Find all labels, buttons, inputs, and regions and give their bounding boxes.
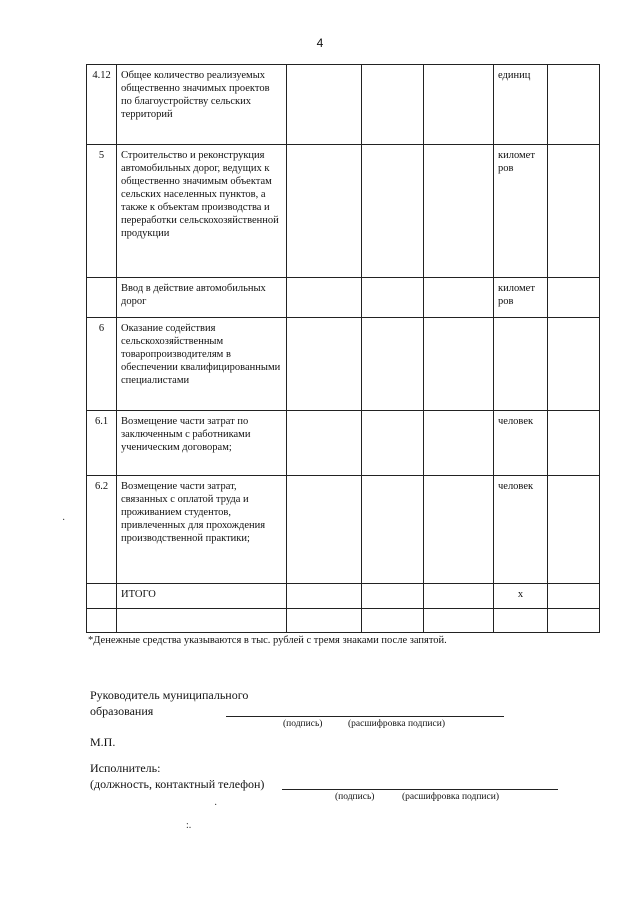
footnote: *Денежные средства указываются в тыс. рублей с тремя знаками после запятой. <box>88 635 447 646</box>
value-cell <box>362 145 424 278</box>
value-cell <box>424 476 494 584</box>
value-cell <box>424 278 494 318</box>
stamp-label: М.П. <box>90 735 116 749</box>
row-name: Общее количество реализуемых общественно значимых проектов по благоустройству сельских территорий <box>117 65 287 145</box>
value-cell <box>287 318 362 411</box>
row-name: Ввод в действие автомобильных дорог <box>117 278 287 318</box>
page-number: 4 <box>316 36 324 50</box>
row-number <box>87 278 117 318</box>
value-cell <box>548 476 600 584</box>
table-row <box>87 609 600 633</box>
row-name: Возмещение части затрат, связанных с оплатой труда и проживанием студентов, привлеченных для прохождения производственной практики; <box>117 476 287 584</box>
value-cell <box>548 318 600 411</box>
value-cell <box>548 584 600 609</box>
value-cell <box>424 411 494 476</box>
value-cell <box>548 145 600 278</box>
scan-speck: :. <box>186 820 192 831</box>
executor-decode-caption: (расшифровка подписи) <box>402 792 499 802</box>
report-table <box>86 64 600 633</box>
row-unit <box>494 609 548 633</box>
row-unit <box>494 318 548 411</box>
row-name: ИТОГО <box>117 584 287 609</box>
value-cell <box>362 318 424 411</box>
head-decode-caption: (расшифровка подписи) <box>348 719 445 729</box>
value-cell <box>287 609 362 633</box>
executor-label-line2: (должность, контактный телефон) <box>90 777 265 791</box>
value-cell <box>424 65 494 145</box>
table-row <box>87 278 600 318</box>
head-sign-caption: (подпись) <box>283 719 323 729</box>
value-cell <box>548 411 600 476</box>
table-row <box>87 65 600 145</box>
row-unit: человек <box>494 411 548 476</box>
value-cell <box>362 65 424 145</box>
value-cell <box>287 65 362 145</box>
row-number: 6.2 <box>87 476 117 584</box>
value-cell <box>287 278 362 318</box>
row-unit: километ ров <box>494 145 548 278</box>
row-name: Оказание содействия сельскохозяйственным товаропроизводителям в обеспечении квалифицированными специалистами <box>117 318 287 411</box>
table-row <box>87 318 600 411</box>
value-cell <box>362 476 424 584</box>
value-cell <box>362 411 424 476</box>
value-cell <box>424 609 494 633</box>
scan-speck: · <box>62 515 66 526</box>
row-number: 5 <box>87 145 117 278</box>
row-number <box>87 584 117 609</box>
table-row <box>87 476 600 584</box>
value-cell <box>424 318 494 411</box>
value-cell <box>287 584 362 609</box>
row-number: 6 <box>87 318 117 411</box>
row-number: 4.12 <box>87 65 117 145</box>
head-signature-line <box>226 716 504 717</box>
head-signature-label-line1: Руководитель муниципального <box>90 688 249 702</box>
row-number <box>87 609 117 633</box>
value-cell <box>287 145 362 278</box>
value-cell <box>362 584 424 609</box>
value-cell <box>362 278 424 318</box>
row-name <box>117 609 287 633</box>
table-row <box>87 584 600 609</box>
value-cell <box>548 609 600 633</box>
head-signature-label-line2: образования <box>90 704 154 718</box>
row-name: Возмещение части затрат по заключенным с работниками ученическим договорам; <box>117 411 287 476</box>
value-cell <box>548 278 600 318</box>
row-number: 6.1 <box>87 411 117 476</box>
executor-label-line1: Исполнитель: <box>90 761 161 775</box>
table-row <box>87 411 600 476</box>
executor-signature-line <box>282 789 558 790</box>
row-unit: единиц <box>494 65 548 145</box>
executor-sign-caption: (подпись) <box>335 792 375 802</box>
table-row <box>87 145 600 278</box>
value-cell <box>424 145 494 278</box>
row-unit: х <box>494 584 548 609</box>
row-unit: километ ров <box>494 278 548 318</box>
value-cell <box>424 584 494 609</box>
row-unit: человек <box>494 476 548 584</box>
value-cell <box>362 609 424 633</box>
scan-speck: · <box>214 800 218 811</box>
value-cell <box>548 65 600 145</box>
value-cell <box>287 411 362 476</box>
value-cell <box>287 476 362 584</box>
row-name: Строительство и реконструкция автомобильных дорог, ведущих к общественно значимым объектам сельских населенных пунктов, а также к объектам производства и переработки сельскохозяйственной продукции <box>117 145 287 278</box>
